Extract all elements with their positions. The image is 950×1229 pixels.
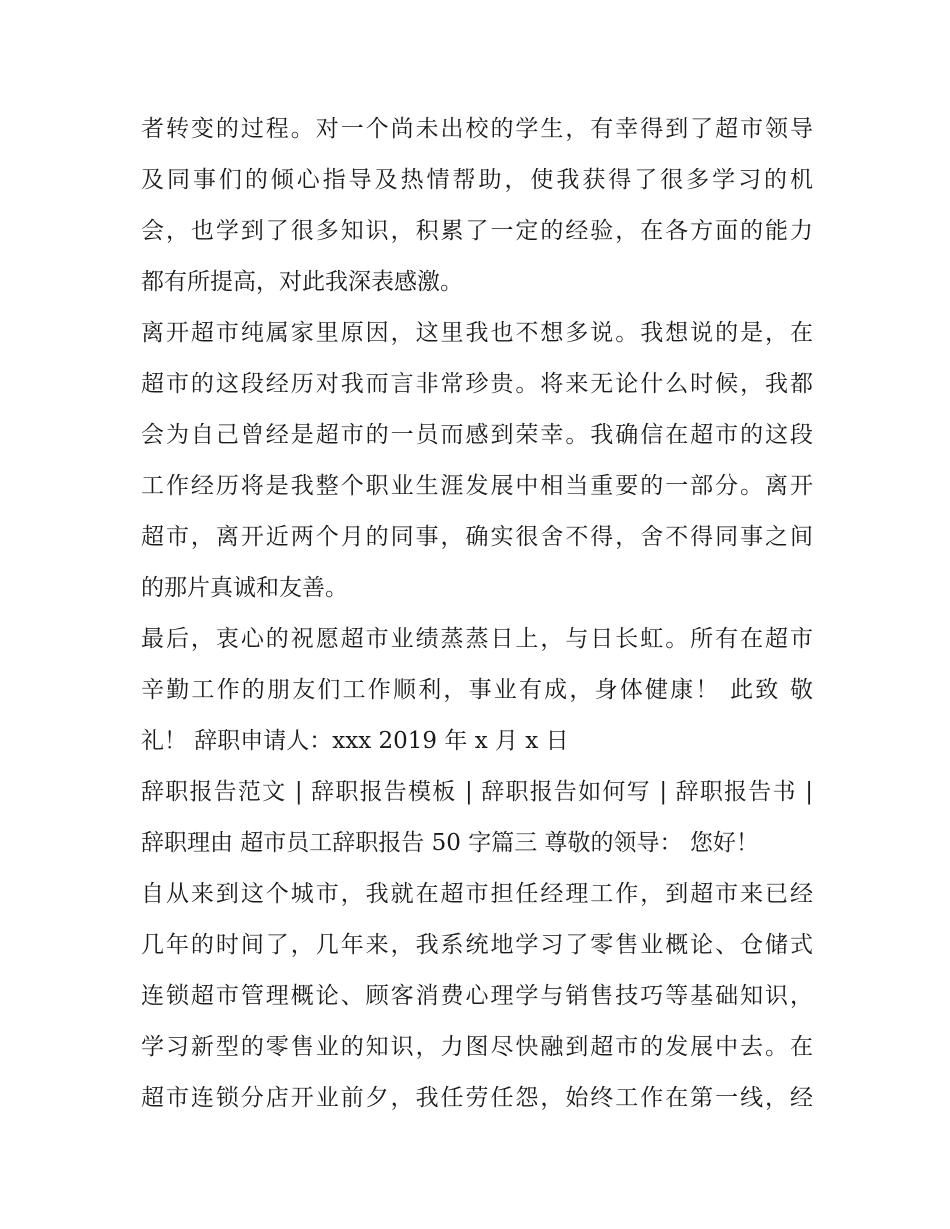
text-line: 连锁超市管理概论、顾客消费心理学与销售技巧等基础知识， <box>141 983 813 1009</box>
text-line: 及同事们的倾心指导及热情帮助，使我获得了很多学习的机 <box>141 167 813 193</box>
text-line: 学习新型的零售业的知识，力图尽快融到超市的发展中去。在 <box>141 1034 813 1060</box>
text-line: 几年的时间了，几年来，我系统地学习了零售业概论、仓储式 <box>141 932 813 958</box>
text-line: 离开超市纯属家里原因，这里我也不想多说。我想说的是，在 <box>141 320 813 346</box>
text-line: 工作经历将是我整个职业生涯发展中相当重要的一部分。离开 <box>141 473 813 499</box>
signature-line: 礼！ 辞职申请人：xxx 2019 年 x 月 x 日 <box>141 728 569 754</box>
paragraph-end-line: 的那片真诚和友善。 <box>141 575 348 601</box>
text-line: 者转变的过程。对一个尚未出校的学生，有幸得到了超市领导 <box>141 116 813 142</box>
text-line: 自从来到这个城市，我就在超市担任经理工作，到超市来已经 <box>141 881 813 907</box>
text-line: 超市连锁分店开业前夕，我任劳任怨，始终工作在第一线，经 <box>141 1085 813 1111</box>
text-line: 辛勤工作的朋友们工作顺利，事业有成，身体健康！ 此致 敬 <box>141 677 813 703</box>
text-line: 会，也学到了很多知识，积累了一定的经验，在各方面的能力 <box>141 218 813 244</box>
text-line: 最后，衷心的祝愿超市业绩蒸蒸日上，与日长虹。所有在超市 <box>141 626 813 652</box>
body-text <box>141 104 813 1124</box>
text-line: 超市的这段经历对我而言非常珍贵。将来无论什么时候，我都 <box>141 371 813 397</box>
text-line: 会为自己曾经是超市的一员而感到荣幸。我确信在超市的这段 <box>141 422 813 448</box>
related-links-line: 辞职报告范文 | 辞职报告模板 | 辞职报告如何写 | 辞职报告书 | <box>141 779 813 805</box>
text-line: 超市，离开近两个月的同事，确实很舍不得，舍不得同事之间 <box>141 524 813 550</box>
paragraph-end-line: 都有所提高，对此我深表感激。 <box>141 269 463 295</box>
section-heading-line: 辞职理由 超市员工辞职报告 50 字篇三 尊敬的领导： 您好！ <box>141 830 759 856</box>
